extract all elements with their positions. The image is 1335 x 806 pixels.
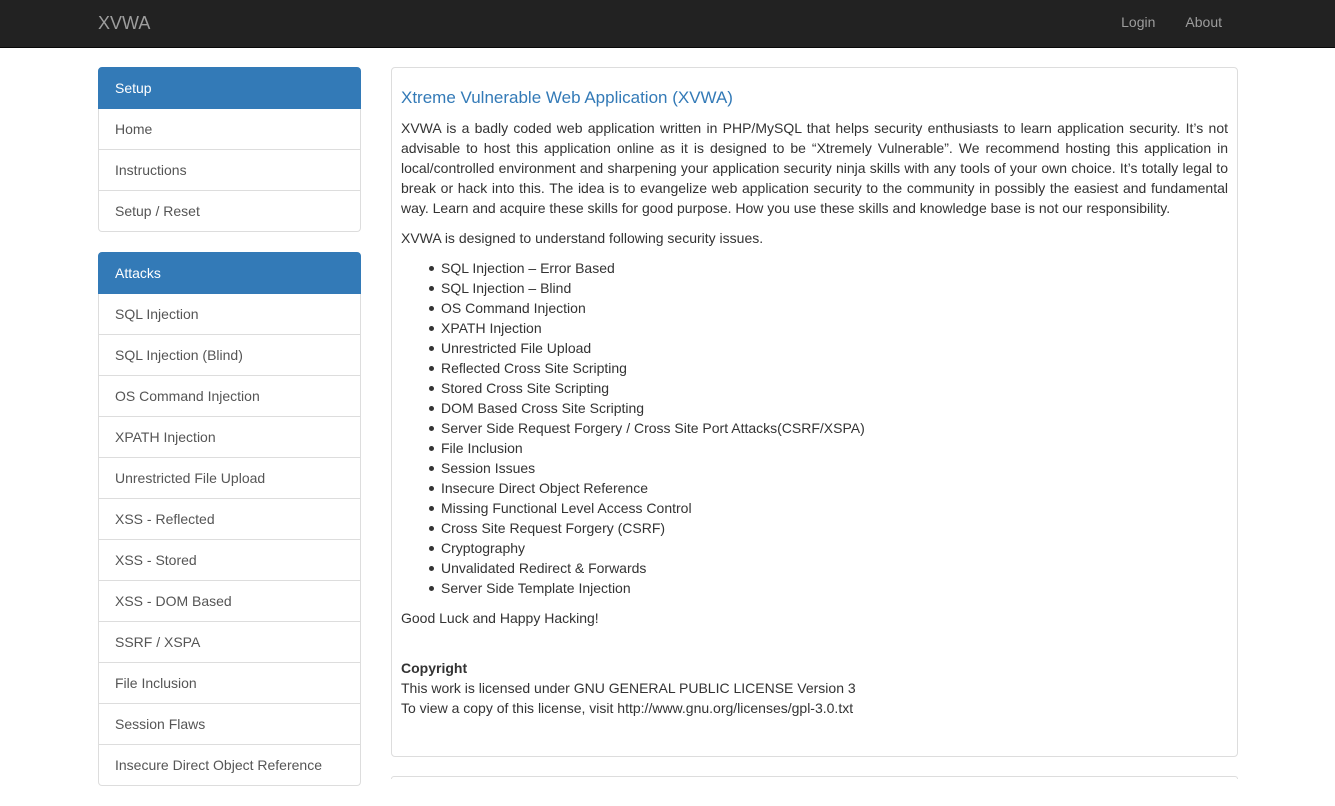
page-title: Xtreme Vulnerable Web Application (XVWA) (401, 88, 733, 107)
brand-link[interactable]: XVWA (98, 13, 151, 33)
license-link-text: To view a copy of this license, visit http://www.gnu.org/licenses/gpl-3.0.txt (401, 700, 854, 716)
list-item: Unvalidated Redirect & Forwards (441, 558, 1228, 578)
list-item: Reflected Cross Site Scripting (441, 358, 1228, 378)
navbar-right-links (1106, 0, 1237, 47)
login-link[interactable]: Login (1121, 14, 1156, 30)
list-item: Server Side Template Injection (441, 578, 1228, 598)
sidebar-heading-attacks[interactable]: Attacks (98, 252, 361, 294)
list-item: Session Issues (441, 458, 1228, 478)
sidebar-item-file-inclusion[interactable]: File Inclusion (98, 663, 361, 704)
list-item: Server Side Request Forgery / Cross Site Port Attacks(CSRF/XSPA) (441, 418, 1228, 438)
about-link[interactable]: About (1185, 14, 1222, 30)
list-item: DOM Based Cross Site Scripting (441, 398, 1228, 418)
sidebar-item-sql-injection[interactable]: SQL Injection (98, 294, 361, 335)
license-text: This work is licensed under GNU GENERAL PUBLIC LICENSE Version 3 (401, 680, 856, 696)
security-issues-list (401, 258, 1228, 598)
good-luck-text: Good Luck and Happy Hacking! (401, 610, 599, 626)
sidebar-item-xss-dom-based[interactable]: XSS - DOM Based (98, 581, 361, 622)
list-item: Cryptography (441, 538, 1228, 558)
main-content-panel (391, 67, 1238, 757)
list-item: XPATH Injection (441, 318, 1228, 338)
top-navbar (0, 0, 1335, 48)
list-item: Cross Site Request Forgery (CSRF) (441, 518, 1228, 538)
copyright-heading: Copyright (401, 660, 468, 676)
sidebar (98, 67, 361, 806)
sidebar-item-home[interactable]: Home (98, 109, 361, 150)
list-item: Missing Functional Level Access Control (441, 498, 1228, 518)
designed-paragraph: XVWA is designed to understand following security issues. (401, 230, 764, 246)
list-item: Unrestricted File Upload (441, 338, 1228, 358)
sidebar-item-sql-injection-blind[interactable]: SQL Injection (Blind) (98, 335, 361, 376)
copyright-section (401, 658, 1228, 718)
list-item: OS Command Injection (441, 298, 1228, 318)
sidebar-item-idor[interactable]: Insecure Direct Object Reference (98, 745, 361, 786)
list-item: File Inclusion (441, 438, 1228, 458)
list-item: Stored Cross Site Scripting (441, 378, 1228, 398)
sidebar-item-setup-reset[interactable]: Setup / Reset (98, 191, 361, 232)
sidebar-item-xss-reflected[interactable]: XSS - Reflected (98, 499, 361, 540)
list-item: SQL Injection – Error Based (441, 258, 1228, 278)
sidebar-item-session-flaws[interactable]: Session Flaws (98, 704, 361, 745)
list-item: Insecure Direct Object Reference (441, 478, 1228, 498)
sidebar-group-setup (98, 67, 361, 232)
sidebar-item-ssrf-xspa[interactable]: SSRF / XSPA (98, 622, 361, 663)
list-item: SQL Injection – Blind (441, 278, 1228, 298)
sidebar-item-instructions[interactable]: Instructions (98, 150, 361, 191)
sidebar-group-attacks (98, 252, 361, 786)
sidebar-item-xss-stored[interactable]: XSS - Stored (98, 540, 361, 581)
sidebar-item-xpath-injection[interactable]: XPATH Injection (98, 417, 361, 458)
sidebar-heading-setup[interactable]: Setup (98, 67, 361, 109)
sidebar-item-unrestricted-file-upload[interactable]: Unrestricted File Upload (98, 458, 361, 499)
intro-paragraph: XVWA is a badly coded web application written in PHP/MySQL that helps security enthusiasts to learn application security. It’s not advisable to host this application online as it is designed to be “Xtremely Vulnerable”. We recommend hosting this application in local/controlled environment and sharpening your application security ninja skills with any tools of your own choice. It’s totally legal to break or hack into this. The idea is to evangelize web application security to the community in possibly the easiest and fundamental way. Learn and acquire these skills for good purpose. How you use these skills and knowledge base is not our responsibility. (401, 120, 1228, 216)
sidebar-item-os-command-injection[interactable]: OS Command Injection (98, 376, 361, 417)
